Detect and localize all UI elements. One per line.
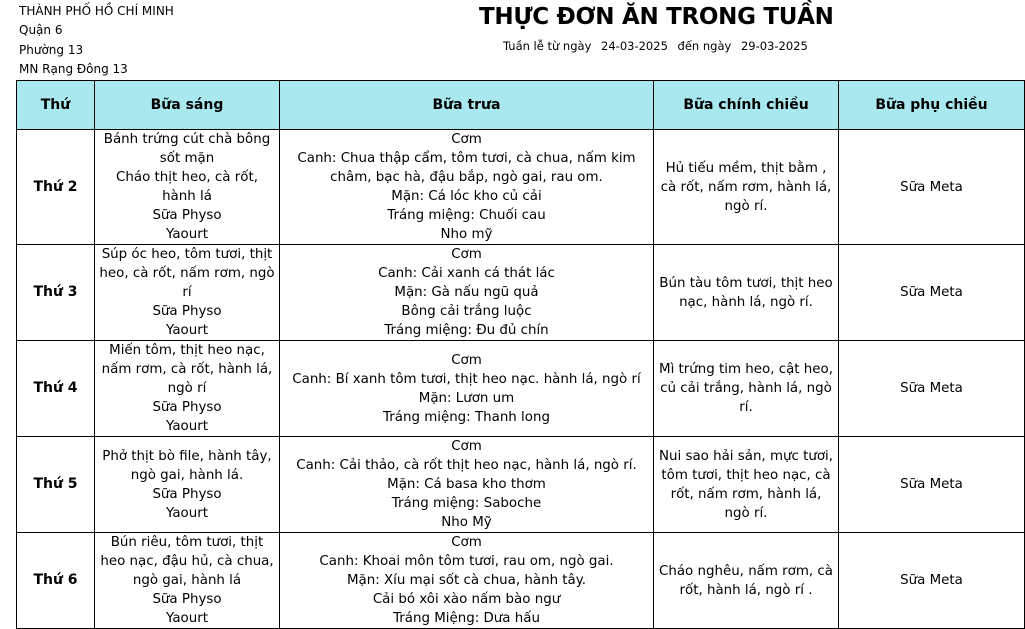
breakfast-cell	[95, 130, 280, 245]
menu-line: tôm tươi, thịt heo nạc, cà	[661, 467, 831, 483]
menu-line: Cơm	[451, 247, 482, 262]
to-label: đến ngày	[677, 39, 732, 53]
org-school: MN Rạng Đông 13	[19, 61, 128, 76]
menu-line: Cơm	[451, 439, 482, 454]
menu-line: nạc, hành lá, ngò rí.	[679, 294, 813, 310]
menu-line: Cải bó xôi xào nấm bào ngư	[372, 592, 561, 607]
day-cell: Thứ 5	[17, 437, 95, 533]
menu-line: Phở thịt bò file, hành tây,	[102, 448, 272, 464]
menu-line: rí.	[739, 400, 753, 415]
menu-line: Yaourt	[166, 505, 208, 521]
menu-line: Canh: Bí xanh tôm tươi, thịt heo nạc. hành lá, ngò rí	[292, 371, 641, 387]
breakfast-cell	[95, 245, 280, 341]
menu-line: củ cải trắng, hành lá, ngò	[660, 381, 832, 396]
menu-line: Sữa Meta	[900, 381, 963, 396]
menu-line: Yaourt	[166, 419, 208, 434]
menu-line: Sữa Physo	[152, 208, 222, 223]
menu-line: Bánh trứng cút chà bông	[103, 132, 271, 147]
day-cell: Thứ 6	[17, 533, 95, 629]
menu-line: Mặn: Cá basa kho thơm	[387, 477, 546, 492]
menu-line: Canh: Khoai môn tôm tươi, rau om, ngò gai.	[319, 554, 614, 569]
menu-line: ngò gai, hành lá	[132, 573, 242, 588]
menu-line: Sữa Meta	[900, 179, 963, 195]
menu-line: Nho Mỹ	[441, 515, 492, 530]
menu-line: sốt mặn	[159, 151, 215, 166]
menu-line: Bông cải trắng luộc	[401, 304, 532, 319]
afternoon-snack-cell	[839, 130, 1025, 245]
breakfast-cell	[95, 533, 280, 629]
menu-line: Bún tàu tôm tươi, thịt heo	[659, 275, 833, 291]
start-date: 24-03-2025	[601, 39, 668, 53]
menu-line: rốt, nấm rơm, hành lá,	[670, 486, 822, 502]
lunch-cell	[280, 245, 654, 341]
weekly-menu-table	[16, 80, 1025, 629]
org-city: THÀNH PHỐ HỒ CHÍ MINH	[19, 4, 174, 18]
menu-line: Cơm	[451, 132, 482, 147]
menu-line: ngò gai, hành lá.	[130, 467, 244, 483]
menu-line: Tráng Miệng: Dưa hấu	[393, 611, 540, 626]
menu-line: Cơm	[451, 535, 482, 550]
menu-line: hành lá	[162, 189, 212, 204]
menu-line: Cháo nghêu, nấm rơm, cà	[658, 563, 834, 579]
day-cell: Thứ 3	[17, 245, 95, 341]
menu-line: Tráng miệng: Đu đủ chín	[384, 323, 549, 338]
menu-line: Nho mỹ	[440, 227, 493, 242]
lunch-cell	[280, 130, 654, 245]
menu-line: Cơm	[451, 352, 482, 368]
menu-line: Sữa Physo	[152, 400, 222, 415]
menu-line: Sữa Physo	[152, 304, 222, 319]
table-row	[17, 533, 1025, 629]
table-row	[17, 245, 1025, 341]
end-date: 29-03-2025	[740, 39, 808, 53]
menu-line: Súp óc heo, tôm tươi, thịt	[101, 247, 273, 262]
menu-line: heo nạc, đậu hủ, cà chua,	[100, 554, 274, 569]
afternoon-snack-cell	[839, 245, 1025, 341]
menu-line: Bún riêu, tôm tươi, thịt	[110, 535, 264, 550]
afternoon-main-cell	[654, 130, 839, 245]
menu-line: Cháo thịt heo, cà rốt,	[116, 170, 258, 185]
menu-line: ngò rí	[167, 381, 207, 396]
menu-line: Tráng miệng: Saboche	[391, 496, 542, 511]
menu-line: rốt, hành lá, ngò rí .	[679, 582, 813, 598]
menu-line: Yaourt	[166, 323, 208, 338]
table-header-row	[17, 81, 1025, 130]
table-row	[17, 437, 1025, 533]
breakfast-cell	[95, 341, 280, 437]
day-cell: Thứ 4	[17, 341, 95, 437]
org-district: Quận 6	[19, 23, 63, 38]
afternoon-main-cell	[654, 245, 839, 341]
menu-line: Canh: Chua thập cẩm, tôm tươi, cà chua, nấm kim	[297, 151, 636, 166]
afternoon-main-cell	[654, 533, 839, 629]
afternoon-snack-cell	[839, 437, 1025, 533]
lunch-cell	[280, 533, 654, 629]
page-title: THỰC ĐƠN ĂN TRONG TUẦN	[479, 4, 834, 30]
menu-line: Mặn: Lươn um	[418, 390, 515, 406]
menu-line: Sữa Meta	[900, 285, 963, 300]
menu-line: Nui sao hải sản, mực tươi,	[658, 448, 834, 464]
table-row	[17, 130, 1025, 245]
afternoon-main-cell	[654, 341, 839, 437]
menu-line: heo, cà rốt, nấm rơm, ngò	[99, 266, 275, 281]
menu-line: Yaourt	[166, 227, 208, 242]
lunch-cell	[280, 341, 654, 437]
afternoon-snack-cell	[839, 341, 1025, 437]
menu-line: Mặn: Gà nấu ngũ quả	[394, 285, 539, 300]
menu-line: Yaourt	[166, 611, 208, 626]
menu-line: Tráng miệng: Chuối cau	[387, 208, 546, 223]
org-ward: Phường 13	[19, 42, 84, 57]
column-header-afternoon-main: Bữa chính chiều	[654, 81, 839, 130]
menu-line: rí	[182, 285, 192, 300]
afternoon-main-cell	[654, 437, 839, 533]
menu-line: Sữa Meta	[900, 477, 963, 492]
column-header-lunch: Bữa trưa	[280, 81, 654, 130]
menu-line: Canh: Cải thảo, cà rốt thịt heo nạc, hành lá, ngò rí.	[296, 458, 637, 473]
menu-line: Tráng miệng: Thanh long	[383, 409, 550, 425]
week-range	[503, 39, 814, 53]
menu-line: Hủ tiếu mềm, thịt bằm ,	[665, 160, 827, 176]
menu-line: ngò rí.	[724, 198, 768, 214]
menu-line: nấm rơm, cà rốt, hành lá,	[101, 362, 273, 377]
table-row	[17, 341, 1025, 437]
menu-line: Canh: Cải xanh cá thát lác	[378, 266, 555, 281]
day-cell: Thứ 2	[17, 130, 95, 245]
afternoon-snack-cell	[839, 533, 1025, 629]
breakfast-cell	[95, 437, 280, 533]
menu-line: Sữa Meta	[900, 573, 963, 588]
menu-line: Sữa Physo	[152, 486, 222, 502]
column-header-breakfast: Bữa sáng	[95, 81, 280, 130]
organization-info	[19, 2, 174, 79]
column-header-afternoon-snack: Bữa phụ chiều	[839, 81, 1025, 130]
menu-line: cà rốt, nấm rơm, hành lá,	[660, 179, 832, 195]
lunch-cell	[280, 437, 654, 533]
menu-line: Mì trứng tim heo, cật heo,	[659, 362, 833, 377]
menu-line: ngò rí.	[724, 505, 768, 521]
menu-line: Miến tôm, thịt heo nạc,	[109, 343, 265, 358]
week-label: Tuần lễ từ ngày	[503, 39, 592, 53]
menu-line: Sữa Physo	[152, 592, 222, 607]
menu-line: Mặn: Cá lóc kho củ cải	[391, 189, 542, 204]
menu-line: Mặn: Xíu mại sốt cà chua, hành tây.	[346, 573, 587, 588]
column-header-day: Thứ	[17, 81, 95, 130]
menu-line: châm, bạc hà, đậu bắp, ngò gai, rau om.	[330, 170, 603, 185]
